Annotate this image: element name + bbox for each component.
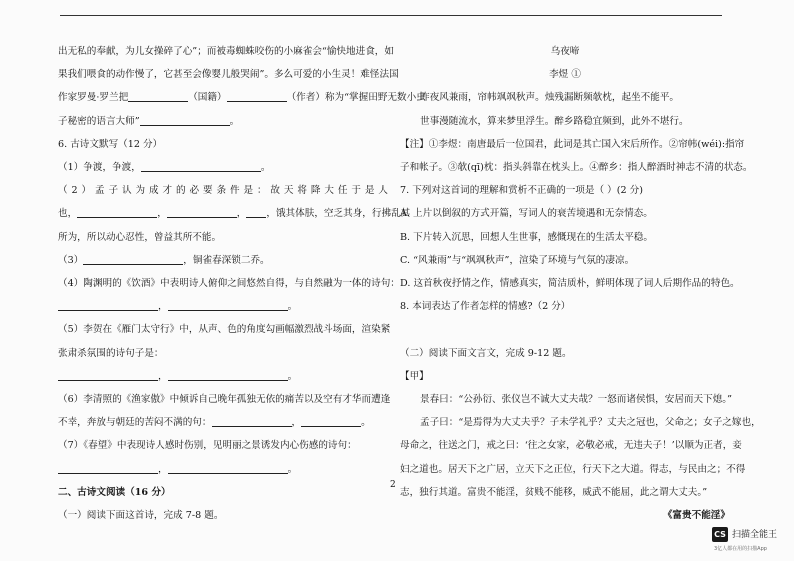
question-item: （2）孟子认为成才的必要条件是：故天将降大任于是人 [58, 185, 388, 197]
camscanner-logo-icon: CS [712, 527, 728, 542]
option-c: C. “风兼雨”与“飒飒秋声”，渲染了环境与气氛的凄凉。 [400, 254, 635, 266]
question-item: （4）陶渊明的《饮酒》中表明诗人俯仰之间悠然自得，与自然融为一体的诗句： [58, 278, 400, 290]
poem-line: 昨夜风兼雨，帘帏飒飒秋声。烛残漏断频欹枕，起坐不能平。 [420, 92, 680, 104]
text-fragment: 也， [58, 208, 78, 220]
text-fragment: ， [158, 370, 168, 382]
text-fragment: （1）争渡，争渡， [58, 162, 141, 174]
answer-blank[interactable] [246, 205, 266, 218]
answer-blank[interactable] [58, 298, 158, 311]
note-line: 子和帐子。③欹(qī)枕：指头斜靠在枕头上。④醉乡：指人醉酒时神志不清的状态。 [400, 162, 753, 174]
text-fragment: 。 [287, 370, 298, 382]
note-line: 【注】①李煜：南唐最后一位国君，此词是其亡国入宋后所作。②帘帏(wéi):指帘 [400, 138, 745, 150]
answer-blank[interactable] [168, 298, 288, 311]
text-fragment: 不幸，奔放与朝廷的苦闷不满的句： [58, 417, 212, 429]
answer-blank[interactable] [212, 414, 292, 427]
answer-line [58, 295, 388, 318]
option-d: D. 这首秋夜抒情之作，情感真实，简洁质朴，鲜明体现了词人后期作品的特色。 [400, 278, 740, 290]
watermark-brand: 扫描全能王 [732, 530, 778, 540]
question-item [58, 249, 388, 272]
answer-blank[interactable] [167, 205, 237, 218]
text-line [58, 86, 426, 109]
passage-source: 《富贵不能淫》 [662, 510, 730, 522]
question-item: （6）李清照的《渔家傲》中倾诉自己晚年孤独无依的痛苦以及空有才华而遭逢 [58, 394, 391, 406]
text-fragment: （3） [58, 254, 84, 266]
section-heading: 二、古诗文阅读（16 分） [58, 486, 171, 498]
text-fragment: 。 [361, 417, 371, 429]
text-line: 张肃杀氛围的诗句子是： [58, 347, 164, 359]
answer-blank[interactable] [168, 368, 288, 381]
section-subheading: （一）阅读下面这首诗，完成 7-8 题。 [58, 510, 224, 522]
question-item: （7）《春望》中表现诗人感时伤别，见明丽之景诱发内心伤感的诗句： [58, 440, 357, 452]
poem-author: 李煜 ① [549, 69, 581, 81]
passage-line: 景春曰：“公孙衍、张仪岂不诚大丈夫哉？一怒而诸侯惧，安居而天下熄。” [420, 394, 733, 406]
poem-title: 乌夜啼 [550, 46, 580, 57]
answer-blank[interactable] [128, 89, 188, 102]
question-item [58, 202, 411, 225]
text-fragment: （作者）称为“掌握田野无数小虫 [286, 92, 426, 104]
right-column [400, 40, 761, 527]
answer-blank[interactable] [168, 461, 288, 474]
question-item [58, 156, 388, 179]
text-fragment: 。 [287, 463, 298, 475]
answer-blank[interactable] [141, 159, 261, 172]
text-line: 果我们喂食的动作慢了，它甚至会像婴儿般哭闹”。多么可爱的小生灵！难怪法国 [58, 69, 399, 81]
question-heading: 7. 下列对这首词的理解和赏析不正确的一项是（ ）(2 分) [400, 185, 643, 197]
text-fragment: ， [236, 208, 247, 220]
passage-label: 【甲】 [400, 370, 429, 382]
text-fragment: ， [158, 463, 168, 475]
text-fragment: 作家罗曼·罗兰把 [58, 92, 129, 104]
text-fragment: ，铜雀春深锁二乔。 [183, 254, 270, 266]
text-fragment: ， [158, 301, 168, 313]
answer-blank[interactable] [58, 368, 158, 381]
answer-blank[interactable] [227, 89, 287, 102]
text-fragment: 。 [260, 162, 271, 174]
passage-line: 母命之，往送之门，戒之曰：‘往之女家，必敬必戒，无违夫子！’以顺为正者，妾 [400, 440, 742, 452]
question-heading: 6. 古诗文默写（12 分） [58, 138, 163, 150]
answer-blank[interactable] [140, 113, 230, 126]
text-fragment: 。 [287, 301, 298, 313]
header-rule [60, 15, 722, 16]
answer-blank[interactable] [77, 205, 157, 218]
left-column [58, 40, 426, 527]
answer-blank[interactable] [301, 414, 361, 427]
text-fragment: （国籍） [188, 92, 227, 104]
text-line: 出无私的奉献，为儿女操碎了心”；而被毒蜘蛛咬伤的小麻雀会“愉快地进食，如 [58, 46, 394, 57]
passage-line: 妇之道也。居天下之广居，立天下之正位，行天下之大道。得志，与民由之；不得 [400, 463, 746, 475]
question-item [58, 411, 388, 434]
page-number: 2 [390, 480, 396, 490]
section-subheading: （二）阅读下面文言文，完成 9-12 题。 [400, 347, 572, 359]
question-heading: 8. 本词表达了作者怎样的情感?（2 分） [400, 301, 571, 313]
text-fragment: 。 [229, 115, 240, 127]
text-fragment: ，饿其体肤，空乏其身，行拂乱其 [266, 208, 411, 220]
answer-blank[interactable] [83, 252, 183, 265]
passage-line: 孟子曰：“是焉得为大丈夫乎？子未学礼乎？丈夫之冠也，父命之；女子之嫁也， [420, 417, 761, 429]
text-line [58, 110, 388, 133]
answer-blank[interactable] [58, 461, 158, 474]
text-fragment: 子秘密的语言大师” [58, 115, 140, 127]
option-b: B. 下片转入沉思，回想人生世事，感慨现在的生活太平稳。 [400, 231, 653, 243]
answer-line [58, 458, 388, 481]
text-fragment: ， [291, 417, 302, 429]
option-a: A. 上片以倒叙的方式开篇，写词人的衰苦境遇和无奈情态。 [400, 208, 653, 220]
question-item: （5）李贺在《雁门太守行》中，从声、色的角度勾画幅激烈战斗场面，渲染紧 [58, 324, 391, 336]
passage-line: 志，独行其道。富贵不能淫，贫贱不能移，威武不能屈，此之谓大丈夫。” [400, 486, 708, 498]
answer-space[interactable] [400, 318, 730, 341]
watermark-tagline: 3亿人都在用的扫描App [714, 546, 767, 552]
answer-line [58, 365, 388, 388]
text-fragment: ， [157, 208, 167, 220]
text-line: 所为，所以动心忍性，曾益其所不能。 [58, 231, 222, 243]
poem-line: 世事漫随流水，算来梦里浮生。醉乡路稳宜频到，此外不堪行。 [420, 115, 689, 127]
